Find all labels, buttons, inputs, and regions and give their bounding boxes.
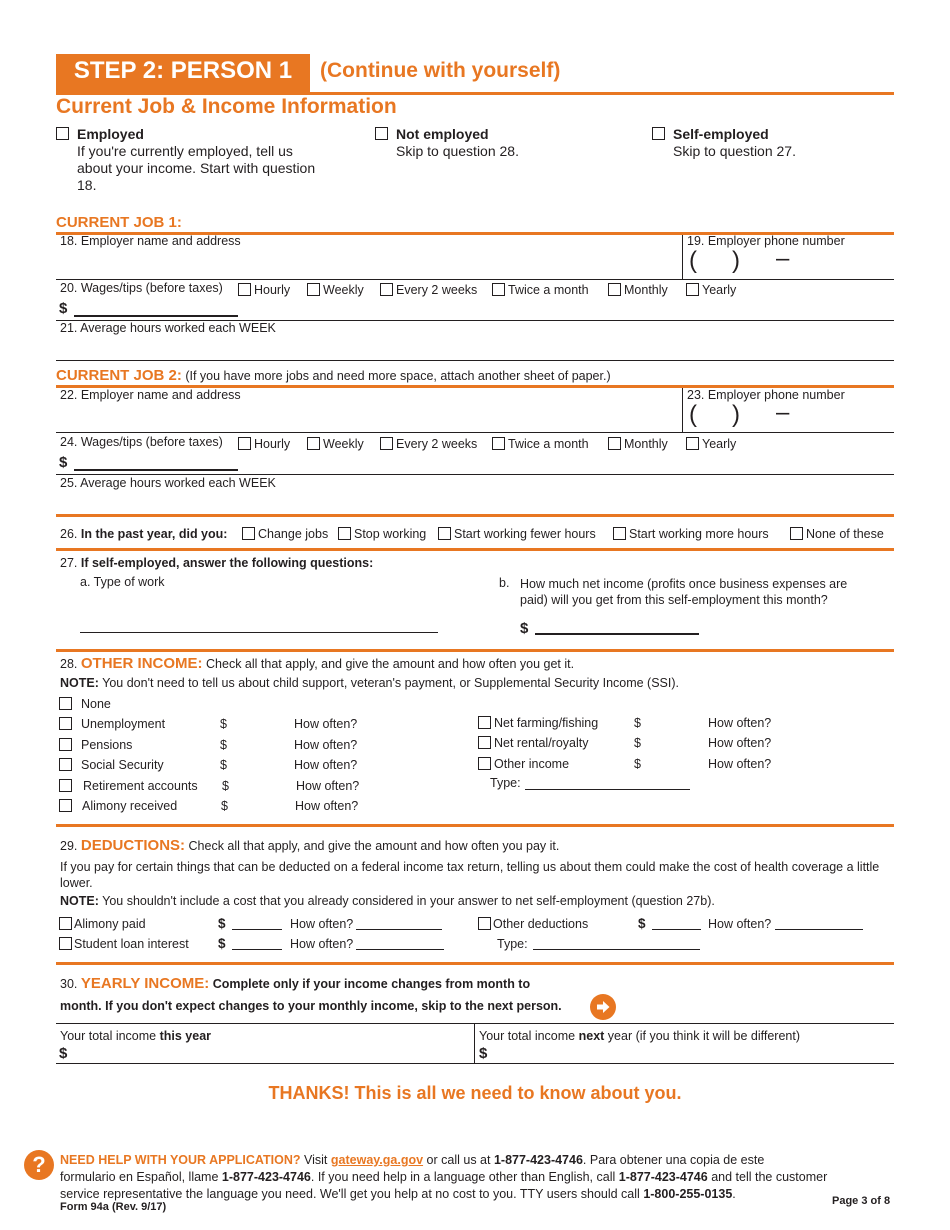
q24-twice-a-month[interactable] xyxy=(492,437,589,451)
option-label: None of these xyxy=(806,527,884,541)
q29-rule xyxy=(56,962,894,965)
q26-change-jobs[interactable] xyxy=(242,527,328,541)
form-id: Form 94a (Rev. 9/17) xyxy=(60,1201,167,1213)
q29-student-loan[interactable] xyxy=(59,937,189,951)
q24-every-2-weeks[interactable] xyxy=(380,437,477,451)
q29-note-label: NOTE: xyxy=(60,894,99,908)
option-label: Yearly xyxy=(702,437,737,451)
q29-how-often-field[interactable] xyxy=(356,929,442,930)
q28-how-often: How often? xyxy=(294,717,358,731)
q21-field-line[interactable] xyxy=(56,360,894,361)
option-label: Every 2 weeks xyxy=(396,283,478,297)
help-visit: Visit xyxy=(304,1153,328,1167)
q28-other-income[interactable] xyxy=(478,757,569,771)
help-phone[interactable]: 1-877-423-4746 xyxy=(493,1153,583,1167)
checkbox[interactable] xyxy=(478,917,491,930)
q27a-field[interactable] xyxy=(80,632,438,633)
checkbox[interactable] xyxy=(478,757,491,770)
q20-weekly[interactable] xyxy=(307,283,364,297)
not-employed-desc: Skip to question 28. xyxy=(396,143,519,159)
next-arrow-icon[interactable] xyxy=(590,994,616,1020)
job2-heading: CURRENT JOB 2: xyxy=(56,367,182,384)
q20-amount-field[interactable] xyxy=(74,315,238,317)
option-label: Retirement accounts xyxy=(83,779,198,793)
q28-alimony-received[interactable] xyxy=(59,799,177,813)
q27-rule xyxy=(56,649,894,652)
q28-none[interactable] xyxy=(59,697,111,711)
job2-line-a xyxy=(56,432,894,433)
option-label: Twice a month xyxy=(508,283,589,297)
checkbox[interactable] xyxy=(59,799,72,812)
help-text: NEED HELP WITH YOUR APPLICATION? Visit gateway.ga.gov or call us at 1-877-423-4746. Para obtener una copia de este formulario en Español, llame 1-877-423-4746. If you need help in a language other than English, call 1-877-423-4746 and tell the customer service representative the language you need. We'll get you help at no cost to you. TTY users should call 1-800-255-0135. xyxy=(60,1153,828,1201)
q28-note-text: You don't need to tell us about child support, veteran's payment, or Supplemental Security Income (SSI). xyxy=(102,676,680,690)
self-employed-desc: Skip to question 27. xyxy=(673,143,796,159)
job1-phone-open: ( xyxy=(689,247,697,274)
option-label: None xyxy=(81,697,111,711)
self-employed-checkbox[interactable] xyxy=(652,127,665,140)
option-label: Net rental/royalty xyxy=(494,736,589,750)
q24-monthly[interactable] xyxy=(608,437,668,451)
checkbox[interactable] xyxy=(59,917,72,930)
q28-dollar: $ xyxy=(220,738,227,752)
q28-type-label: Type: xyxy=(490,776,521,790)
option-label: Net farming/fishing xyxy=(494,716,599,730)
q29-amount-field[interactable] xyxy=(652,929,701,930)
q22-label: 22. Employer name and address xyxy=(60,388,241,402)
checkbox[interactable] xyxy=(478,736,491,749)
next-year-dollar: $ xyxy=(479,1045,488,1062)
step-banner: STEP 2: PERSON 1 xyxy=(56,54,310,92)
q29-note-text: You shouldn't include a cost that you already considered in your answer to net self-employment (question 27b). xyxy=(102,894,715,908)
option-label: Alimony received xyxy=(82,799,178,813)
checkbox[interactable] xyxy=(478,716,491,729)
help-spanish: . Para obtener una copia de este xyxy=(582,1153,765,1167)
q24-label: 24. Wages/tips (before taxes) xyxy=(60,435,223,449)
q29-amount-field[interactable] xyxy=(232,929,282,930)
job1-heading: CURRENT JOB 1: xyxy=(56,214,182,231)
q28-rule xyxy=(56,824,894,827)
not-employed-label: Not employed xyxy=(396,126,489,142)
q28-how-often: How often? xyxy=(294,738,358,752)
section-title: Current Job & Income Information xyxy=(56,95,397,118)
job2-phone-open: ( xyxy=(689,401,697,428)
q29-note xyxy=(60,894,715,908)
q27a-label: a. Type of work xyxy=(80,575,165,589)
q28-dollar: $ xyxy=(220,758,227,772)
option-label: Pensions xyxy=(81,738,133,752)
q28-net-rental[interactable] xyxy=(478,736,588,750)
option-label: Hourly xyxy=(254,437,291,451)
q28-how-often: How often? xyxy=(294,758,358,772)
option-label: Start working more hours xyxy=(629,527,769,541)
page-number: Page 3 of 8 xyxy=(832,1195,891,1207)
q29-num: 29. xyxy=(60,839,78,853)
q29-type-label: Type: xyxy=(497,937,528,951)
checkbox[interactable] xyxy=(59,937,72,950)
checkbox[interactable] xyxy=(492,283,505,296)
checkbox[interactable] xyxy=(59,758,72,771)
q29-title-row xyxy=(60,837,559,854)
help-title: NEED HELP WITH YOUR APPLICATION? xyxy=(60,1153,301,1167)
checkbox[interactable] xyxy=(613,527,626,540)
q27b-dollar: $ xyxy=(520,620,529,637)
help-phone[interactable]: 1-877-423-4746 xyxy=(221,1170,311,1184)
employed-option[interactable] xyxy=(56,126,326,194)
tty-phone[interactable]: 1-800-255-0135 xyxy=(643,1187,733,1201)
this-year-dollar: $ xyxy=(59,1045,68,1062)
checkbox[interactable] xyxy=(238,283,251,296)
thanks-message: THANKS! This is all we need to know about you. xyxy=(268,1083,682,1103)
job1-phone-close: ) xyxy=(732,247,740,274)
q25-label: 25. Average hours worked each WEEK xyxy=(60,476,276,490)
q29-title: DEDUCTIONS: xyxy=(80,837,186,854)
q26-prompt xyxy=(60,527,227,541)
help-line2b: . If you need help in a language other than English, call xyxy=(310,1170,616,1184)
help-icon: ? xyxy=(24,1150,54,1180)
option-label: Weekly xyxy=(323,283,364,297)
q26-num: 26. xyxy=(60,527,78,541)
q20-hourly[interactable] xyxy=(238,283,290,297)
q28-dollar: $ xyxy=(634,757,641,771)
checkbox[interactable] xyxy=(608,283,621,296)
option-label: Student loan interest xyxy=(74,937,189,951)
q18-label: 18. Employer name and address xyxy=(60,234,241,248)
option-label: Alimony paid xyxy=(74,917,146,931)
option-label: Social Security xyxy=(81,758,164,772)
option-label: Hourly xyxy=(254,283,291,297)
q28-social-security[interactable] xyxy=(59,758,164,772)
q29-how-often-field[interactable] xyxy=(356,949,444,950)
option-label: Monthly xyxy=(624,283,668,297)
option-label: Change jobs xyxy=(258,527,329,541)
q28-dollar: $ xyxy=(221,799,228,813)
option-label: Weekly xyxy=(323,437,364,451)
q24-weekly[interactable] xyxy=(307,437,364,451)
not-employed-option[interactable] xyxy=(375,126,625,160)
q28-note xyxy=(60,676,679,690)
checkbox[interactable] xyxy=(242,527,255,540)
q28-title-row xyxy=(60,655,574,672)
checkbox[interactable] xyxy=(59,697,72,710)
q20-yearly[interactable] xyxy=(686,283,736,297)
q24-yearly[interactable] xyxy=(686,437,736,451)
q30-line2: month. If you don't expect changes to your monthly income, skip to the next person. xyxy=(60,999,562,1013)
q28-how-often: How often? xyxy=(295,799,359,813)
checkbox[interactable] xyxy=(307,437,320,450)
q29-how-often: How often? xyxy=(290,937,354,951)
q28-pensions[interactable] xyxy=(59,738,132,752)
q27-prompt-text: If self-employed, answer the following questions: xyxy=(80,556,374,570)
self-employed-option[interactable] xyxy=(652,126,892,160)
q29-how-often: How often? xyxy=(290,917,354,931)
q20-label: 20. Wages/tips (before taxes) xyxy=(60,281,223,295)
q28-dollar: $ xyxy=(222,779,229,793)
checkbox[interactable] xyxy=(59,779,72,792)
self-employed-label: Self-employed xyxy=(673,126,769,142)
job2-heading-row xyxy=(56,367,611,384)
help-phone[interactable]: 1-877-423-4746 xyxy=(618,1170,708,1184)
q30-field-line[interactable] xyxy=(56,1063,894,1064)
q27-num: 27. xyxy=(60,556,78,570)
help-line2a: formulario en Español, llame xyxy=(60,1170,219,1184)
job2-phone-dash: – xyxy=(776,399,790,426)
employed-desc: If you're currently employed, tell us about your income. Start with question 18. xyxy=(77,143,316,193)
q28-title: OTHER INCOME: xyxy=(80,655,203,672)
next-year-label xyxy=(479,1029,800,1043)
q30-num: 30. xyxy=(60,977,78,991)
help-line2c: and tell the customer xyxy=(711,1170,828,1184)
q21-label: 21. Average hours worked each WEEK xyxy=(60,321,276,335)
job1-divider xyxy=(682,235,683,280)
q20-dollar: $ xyxy=(59,300,68,317)
q26-none[interactable] xyxy=(790,527,884,541)
q30-line1: Complete only if your income changes from month to xyxy=(212,977,531,991)
option-label: Other deductions xyxy=(493,917,589,931)
job2-phone-close: ) xyxy=(732,401,740,428)
job2-divider xyxy=(682,388,683,432)
step-subtitle: (Continue with yourself) xyxy=(320,59,561,82)
q23-label: 23. Employer phone number xyxy=(687,388,845,402)
checkbox[interactable] xyxy=(307,283,320,296)
next-year-post: year (if you think it will be different) xyxy=(604,1029,800,1043)
option-label: Monthly xyxy=(624,437,668,451)
q28-type-field[interactable] xyxy=(525,789,690,790)
checkbox[interactable] xyxy=(492,437,505,450)
q28-num: 28. xyxy=(60,657,78,671)
gateway-link[interactable]: gateway.ga.gov xyxy=(330,1153,424,1167)
checkbox[interactable] xyxy=(608,437,621,450)
q29-alimony-paid[interactable] xyxy=(59,917,146,931)
q29-dollar: $ xyxy=(638,916,646,931)
q29-other-deductions[interactable] xyxy=(478,917,588,931)
q29-dollar: $ xyxy=(218,936,226,951)
q20-twice-a-month[interactable] xyxy=(492,283,589,297)
option-label: Stop working xyxy=(354,527,427,541)
q28-unemployment[interactable] xyxy=(59,717,165,731)
option-label: Unemployment xyxy=(81,717,166,731)
employed-label: Employed xyxy=(77,126,144,142)
job2-note: (If you have more jobs and need more space, attach another sheet of paper.) xyxy=(185,369,611,383)
help-call-us: or call us at xyxy=(426,1153,491,1167)
q28-dollar: $ xyxy=(634,716,641,730)
q27-prompt xyxy=(60,556,373,570)
employed-checkbox[interactable] xyxy=(56,127,69,140)
option-label: Start working fewer hours xyxy=(454,527,596,541)
q28-retirement[interactable] xyxy=(59,779,198,793)
q19-label: 19. Employer phone number xyxy=(687,234,845,248)
this-year-pre: Your total income xyxy=(60,1029,160,1043)
q30-title-row xyxy=(60,975,530,992)
checkbox[interactable] xyxy=(438,527,451,540)
q29-dollar: $ xyxy=(218,916,226,931)
checkbox[interactable] xyxy=(380,437,393,450)
checkbox[interactable] xyxy=(238,437,251,450)
q29-para: If you pay for certain things that can be deducted on a federal income tax return, telling us about them could make the cost of health coverage a little lower. xyxy=(60,860,880,890)
option-label: Other income xyxy=(494,757,570,771)
next-year-pre: Your total income xyxy=(479,1029,579,1043)
q20-monthly[interactable] xyxy=(608,283,668,297)
q28-instruction: Check all that apply, and give the amount and how often you get it. xyxy=(206,657,575,671)
q29-type-field[interactable] xyxy=(533,949,700,950)
q28-how-often: How often? xyxy=(708,736,772,750)
option-label: Yearly xyxy=(702,283,737,297)
checkbox[interactable] xyxy=(686,283,699,296)
q28-net-farming[interactable] xyxy=(478,716,598,730)
q28-note-label: NOTE: xyxy=(60,676,99,690)
q24-dollar: $ xyxy=(59,454,68,471)
checkbox[interactable] xyxy=(338,527,351,540)
q29-how-often-field[interactable] xyxy=(775,929,863,930)
q24-amount-field[interactable] xyxy=(74,469,238,471)
checkbox[interactable] xyxy=(59,717,72,730)
q29-amount-field[interactable] xyxy=(232,949,282,950)
job1-phone-dash: – xyxy=(776,245,790,272)
q24-hourly[interactable] xyxy=(238,437,290,451)
q25-rule xyxy=(56,514,894,517)
checkbox[interactable] xyxy=(380,283,393,296)
q20-every-2-weeks[interactable] xyxy=(380,283,477,297)
q26-stop-working[interactable] xyxy=(338,527,426,541)
q26-fewer-hours[interactable] xyxy=(438,527,596,541)
this-year-bold: this year xyxy=(159,1029,212,1043)
q30-divider xyxy=(474,1023,475,1064)
q30-line-top xyxy=(56,1023,894,1024)
q29-instruction: Check all that apply, and give the amount and how often you pay it. xyxy=(188,839,560,853)
option-label: Every 2 weeks xyxy=(396,437,478,451)
q28-how-often: How often? xyxy=(296,779,360,793)
q28-dollar: $ xyxy=(220,717,227,731)
q30-title: YEARLY INCOME: xyxy=(80,975,210,992)
q27b-field[interactable] xyxy=(535,633,699,635)
not-employed-checkbox[interactable] xyxy=(375,127,388,140)
q26-prompt-text: In the past year, did you: xyxy=(80,527,228,541)
checkbox[interactable] xyxy=(686,437,699,450)
q28-how-often: How often? xyxy=(708,757,772,771)
q26-rule xyxy=(56,548,894,551)
q27b-label: How much net income (profits once business expenses are paid) will you get from this self-employment this month? xyxy=(520,577,848,607)
q28-how-often: How often? xyxy=(708,716,772,730)
this-year-label xyxy=(60,1029,211,1043)
q26-more-hours[interactable] xyxy=(613,527,769,541)
q29-how-often: How often? xyxy=(708,917,772,931)
q28-dollar: $ xyxy=(634,736,641,750)
job1-line-a xyxy=(56,279,894,280)
checkbox[interactable] xyxy=(790,527,803,540)
q27b-letter: b. xyxy=(499,576,510,590)
job2-line-b xyxy=(56,474,894,475)
next-year-bold: next xyxy=(578,1029,605,1043)
help-line3a: service representative the language you need. We'll get you help at no cost to you. TTY users should call xyxy=(60,1187,640,1201)
checkbox[interactable] xyxy=(59,738,72,751)
option-label: Twice a month xyxy=(508,437,589,451)
